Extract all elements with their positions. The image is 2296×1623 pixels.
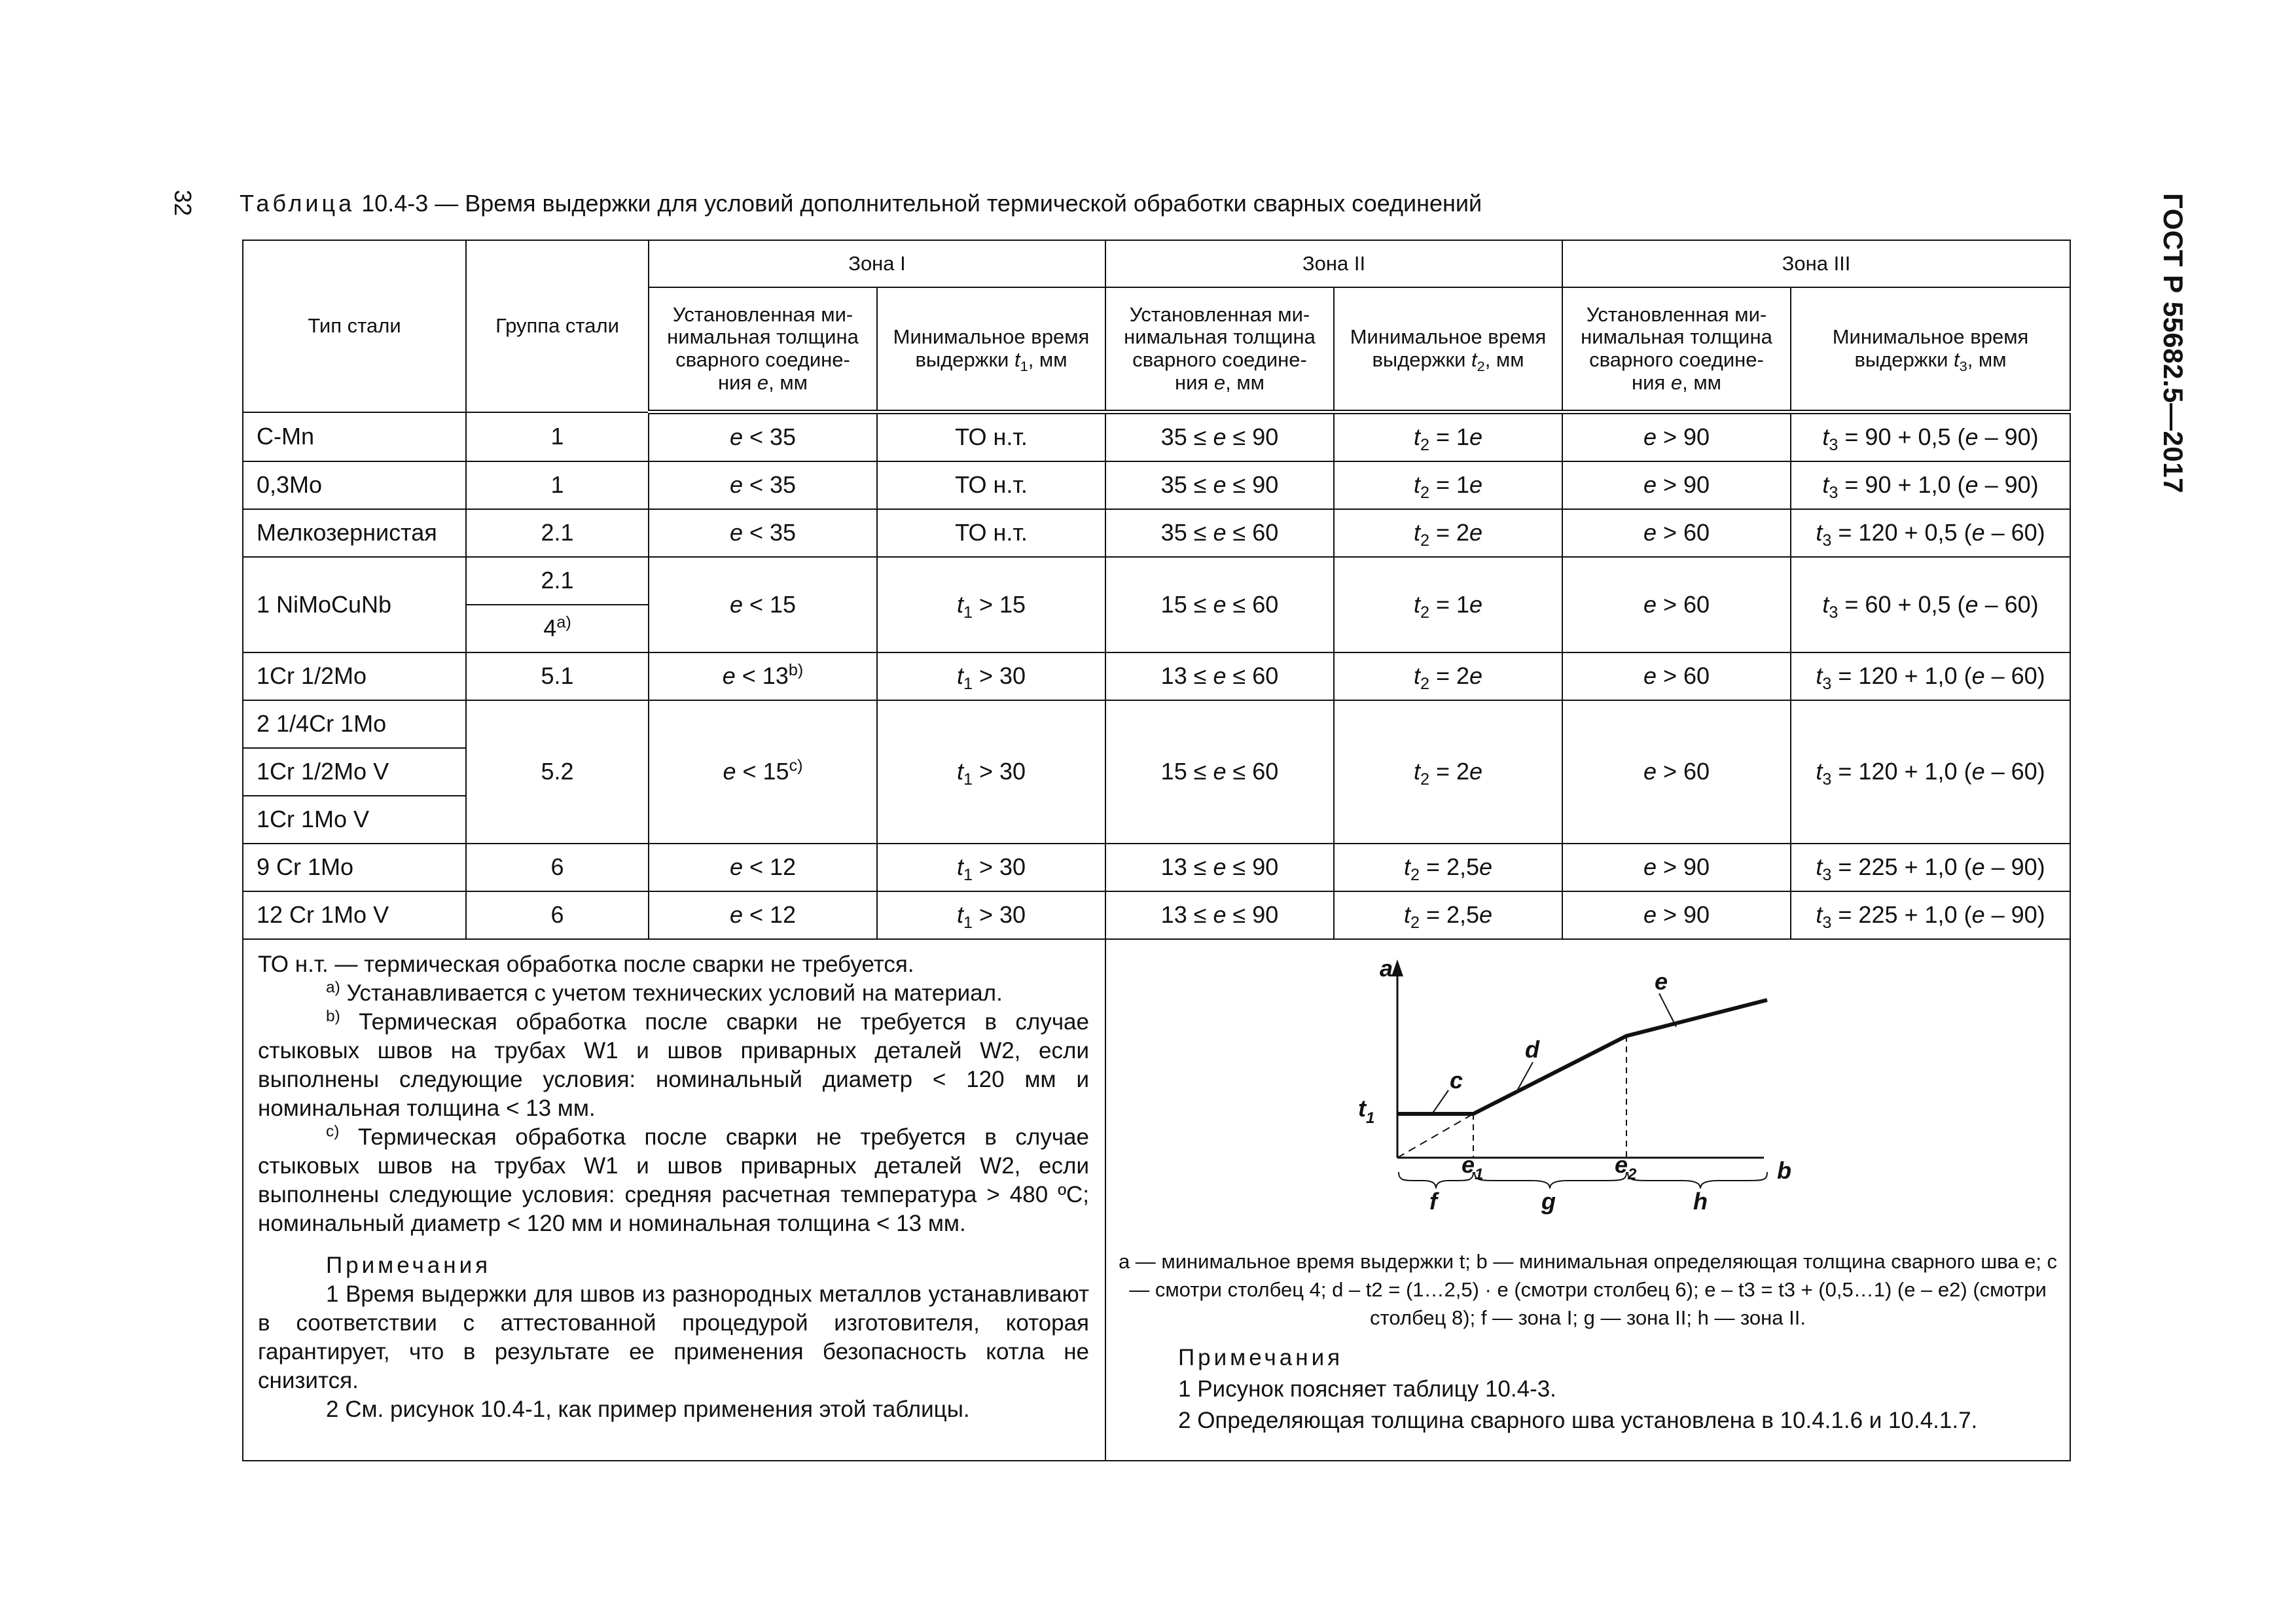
label-e2: $e_2$ bbox=[1615, 1151, 1637, 1183]
cell-zone1-time: $t_1 > 30$ bbox=[877, 844, 1105, 891]
header-zone-3: Зона III bbox=[1562, 240, 2070, 287]
cell-zone1-thickness: e < 35 bbox=[649, 412, 877, 462]
cell-zone2-thickness: 35 ≤ e ≤ 90 bbox=[1105, 461, 1334, 509]
brace-zone-3 bbox=[1628, 1172, 1767, 1188]
holding-time-diagram bbox=[1106, 940, 2068, 1247]
group-value: 4 bbox=[543, 615, 557, 642]
header-zone-2: Зона II bbox=[1105, 240, 1562, 287]
cell-steel-type: 12 Cr 1Mo V bbox=[243, 891, 466, 939]
footnote-a-text: Устанавливается с учетом технических условий на материал. bbox=[346, 980, 1003, 1006]
cell-zone1-time: ТО н.т. bbox=[877, 461, 1105, 509]
cell-zone3-thickness: e > 60 bbox=[1562, 557, 1791, 652]
header-steel-type: Тип стали bbox=[243, 240, 466, 412]
header-steel-group: Группа стали bbox=[466, 240, 649, 412]
cell-steel-group: 4$^{a)}$ bbox=[466, 605, 649, 652]
figure-caption: a — минимальное время выдержки t; b — минимальная определяющая толщина сварного шва e; c — смотри столбец 4; d – t2 = (1…2,5) · e (смотри столбец 6); e – t3 = t3 + (0,5…1) (e – e2) (смотри столбец 8); f — зона I; g — зона II; h — зона II. bbox=[1118, 1250, 2058, 1329]
cell-zone2-thickness: 13 ≤ e ≤ 90 bbox=[1105, 891, 1334, 939]
cell-zone2-thickness: 15 ≤ e ≤ 60 bbox=[1105, 557, 1334, 652]
cell-steel-type: C-Mn bbox=[243, 412, 466, 462]
note-1: 1 Время выдержки для швов из разнородных металлов устанавливают в соответствии с аттестованной процедурой изготовителя, которая гарантирует, что в результате ее применения безопасность котла не снизится. bbox=[258, 1281, 1089, 1393]
cell-zone1-thickness: $e < 15^{c)}$ bbox=[649, 700, 877, 844]
cell-zone3-thickness: e > 90 bbox=[1562, 844, 1791, 891]
table-row bbox=[243, 509, 2070, 557]
cell-zone2-thickness: 35 ≤ e ≤ 60 bbox=[1105, 509, 1334, 557]
cell-steel-group: 6 bbox=[466, 891, 649, 939]
cell-steel-type: 1Cr 1/2Mo V bbox=[243, 748, 466, 796]
label-g: g bbox=[1541, 1188, 1556, 1215]
cell-zone3-time: $t_3 = 120 + 1,0$ (e – 60) bbox=[1791, 700, 2070, 844]
cell-steel-type: 1 NiMoCuNb bbox=[243, 557, 466, 652]
cell-zone3-thickness: e > 60 bbox=[1562, 509, 1791, 557]
figure-note-1: 1 Рисунок поясняет таблицу 10.4-3. bbox=[1178, 1376, 1556, 1402]
y-axis-arrow bbox=[1391, 959, 1403, 976]
cell-zone3-time: $t_3 = 120 + 0,5$ (e – 60) bbox=[1791, 509, 2070, 557]
cell-steel-type: 9 Cr 1Mo bbox=[243, 844, 466, 891]
cell-zone1-time: $t_1 > 30$ bbox=[877, 652, 1105, 700]
cell-zone1-thickness: e < 35 bbox=[649, 461, 877, 509]
holding-time-curve bbox=[1397, 1000, 1767, 1114]
header-zone-1: Зона I bbox=[649, 240, 1105, 287]
footnotes-row bbox=[243, 939, 2070, 1461]
leader-c bbox=[1432, 1090, 1448, 1114]
cell-zone1-thickness: e < 12 bbox=[649, 891, 877, 939]
table-row bbox=[243, 844, 2070, 891]
label-b: b bbox=[1777, 1157, 1791, 1184]
cell-zone3-thickness: e > 60 bbox=[1562, 700, 1791, 844]
cell-zone3-thickness: e > 90 bbox=[1562, 891, 1791, 939]
header-zone-1-time: Минимальное время выдержки $t_1$, мм bbox=[877, 287, 1105, 412]
cell-zone3-thickness: e > 90 bbox=[1562, 461, 1791, 509]
header-zone-3-time: Минимальное время выдержки $t_3$, мм bbox=[1791, 287, 2070, 412]
table-caption-text: 10.4-3 — Время выдержки для условий дополнительной термической обработки сварных соединений bbox=[355, 190, 1482, 217]
footnote-b: $^{b)}$ Термическая обработка после сварки не требуется в случае стыковых швов на трубах W1 и швов приварных деталей W2, если выполнены следующие условия: номинальный диаметр < 120 мм и номинальная толщина < 13 мм. bbox=[258, 1007, 1089, 1121]
figure-note-2: 2 Определяющая толщина сварного шва установлена в 10.4.1.6 и 10.4.1.7. bbox=[1178, 1408, 1978, 1433]
cell-zone2-time: $t_2 = 1e$ bbox=[1334, 412, 1562, 462]
cell-steel-type: 1Cr 1Mo V bbox=[243, 796, 466, 844]
cell-zone2-time: $t_2 = 2,5e$ bbox=[1334, 891, 1562, 939]
cell-steel-type: 0,3Mo bbox=[243, 461, 466, 509]
cell-zone2-thickness: 13 ≤ e ≤ 60 bbox=[1105, 652, 1334, 700]
cell-steel-type: 1Cr 1/2Mo bbox=[243, 652, 466, 700]
cell-zone1-time: ТО н.т. bbox=[877, 412, 1105, 462]
cell-zone3-time: $t_3 = 60 + 0,5$ (e – 60) bbox=[1791, 557, 2070, 652]
cell-zone1-thickness: e < 12 bbox=[649, 844, 877, 891]
cell-steel-group: 1 bbox=[466, 412, 649, 462]
footnote-c: $^{c)}$ Термическая обработка после сварки не требуется в случае стыковых швов на трубах W1 и швов приварных деталей W2, если выполнены следующие условия: средняя расчетная температура > 480 ºС; номинальный диаметр < 120 мм и номинальная толщина < 13 мм. bbox=[258, 1122, 1089, 1236]
label-a: a bbox=[1380, 955, 1393, 982]
figure-notes-title: Примечания bbox=[1178, 1345, 1344, 1370]
cell-steel-group: 2.1 bbox=[466, 557, 649, 605]
cell-zone2-thickness: 35 ≤ e ≤ 90 bbox=[1105, 412, 1334, 462]
cell-zone2-time: $t_2 = 2e$ bbox=[1334, 509, 1562, 557]
table-row bbox=[243, 700, 2070, 748]
cell-zone1-time: $t_1 > 15$ bbox=[877, 557, 1105, 652]
cell-zone3-time: $t_3 = 90 + 0,5$ (e – 90) bbox=[1791, 412, 2070, 462]
figure-cell bbox=[1105, 939, 2070, 1461]
cell-steel-group: 5.2 bbox=[466, 700, 649, 844]
cell-zone1-thickness: e < 35 bbox=[649, 509, 877, 557]
table-row bbox=[243, 461, 2070, 509]
label-e: e bbox=[1655, 968, 1668, 995]
cell-zone2-thickness: 13 ≤ e ≤ 90 bbox=[1105, 844, 1334, 891]
cell-zone3-time: $t_3 = 90 + 1,0$ (e – 90) bbox=[1791, 461, 2070, 509]
cell-zone3-time: $t_3 = 225 + 1,0$ (e – 90) bbox=[1791, 844, 2070, 891]
cell-zone2-time: $t_2 = 2e$ bbox=[1334, 700, 1562, 844]
cell-zone1-time: ТО н.т. bbox=[877, 509, 1105, 557]
table-caption-prefix: Таблица bbox=[240, 190, 355, 217]
table-row bbox=[243, 557, 2070, 605]
label-h: h bbox=[1693, 1188, 1708, 1215]
footnote-a: $^{a)}$ Устанавливается с учетом технических условий на материал. bbox=[326, 978, 1003, 1006]
label-f: f bbox=[1429, 1188, 1437, 1215]
cell-steel-type: 2 1/4Cr 1Mo bbox=[243, 700, 466, 748]
header-zone-2-time: Минимальное время выдержки $t_2$, мм bbox=[1334, 287, 1562, 412]
cell-zone1-time: $t_1 > 30$ bbox=[877, 891, 1105, 939]
leader-e bbox=[1659, 993, 1676, 1027]
table-row bbox=[243, 891, 2070, 939]
cell-zone2-time: $t_2 = 2e$ bbox=[1334, 652, 1562, 700]
header-zone-3-thickness: Установленная ми- нимальная толщина сварного соедине- ния e, мм bbox=[1562, 287, 1791, 412]
cell-steel-group: 1 bbox=[466, 461, 649, 509]
note-2: 2 См. рисунок 10.4-1, как пример применения этой таблицы. bbox=[326, 1397, 970, 1422]
page-number: 32 bbox=[170, 190, 196, 217]
cell-zone3-time: $t_3 = 225 + 1,0$ (e – 90) bbox=[1791, 891, 2070, 939]
cell-zone1-thickness: $e < 13^{b)}$ bbox=[649, 652, 877, 700]
cell-zone2-time: $t_2 = 1e$ bbox=[1334, 461, 1562, 509]
cell-zone3-thickness: e > 90 bbox=[1562, 412, 1791, 462]
cell-zone2-time: $t_2 = 1e$ bbox=[1334, 557, 1562, 652]
footnote-tont: ТО н.т. — термическая обработка после сварки не требуется. bbox=[258, 952, 914, 977]
cell-zone1-thickness: e < 15 bbox=[649, 557, 877, 652]
header-zone-2-thickness: Установленная ми- нимальная толщина сварного соедине- ния e, мм bbox=[1105, 287, 1334, 412]
cell-steel-group: 5.1 bbox=[466, 652, 649, 700]
cell-zone3-thickness: e > 60 bbox=[1562, 652, 1791, 700]
cell-zone1-time: $t_1 > 30$ bbox=[877, 700, 1105, 844]
label-c: c bbox=[1450, 1067, 1463, 1094]
cell-steel-group: 6 bbox=[466, 844, 649, 891]
footnotes-cell bbox=[243, 939, 1105, 1461]
brace-zone-2 bbox=[1475, 1172, 1626, 1188]
cell-zone3-time: $t_3 = 120 + 1,0$ (e – 60) bbox=[1791, 652, 2070, 700]
notes-title: Примечания bbox=[326, 1253, 492, 1278]
cell-zone2-time: $t_2 = 2,5e$ bbox=[1334, 844, 1562, 891]
cell-steel-type: Мелкозернистая bbox=[243, 509, 466, 557]
table-caption bbox=[240, 190, 1482, 217]
footnote-c-text: Термическая обработка после сварки не требуется в случае стыковых швов на трубах W1 и швов приварных деталей W2, если выполнены следующие условия: средняя расчетная температура > 480 ºС; номинальный диаметр < 120 мм и номинальная толщина < 13 мм. bbox=[258, 1124, 1089, 1236]
holding-time-table bbox=[242, 240, 2071, 1461]
table-row bbox=[243, 412, 2070, 462]
figure-notes bbox=[1106, 1332, 2070, 1436]
standard-designation: ГОСТ Р 55682.5—2017 bbox=[2158, 193, 2189, 493]
label-t1: $t_1$ bbox=[1358, 1095, 1375, 1127]
footnote-b-text: Термическая обработка после сварки не требуется в случае стыковых швов на трубах W1 и швов приварных деталей W2, если выполнены следующие условия: номинальный диаметр < 120 мм и номинальная толщина < 13 мм. bbox=[258, 1009, 1089, 1121]
header-zone-1-thickness: Установленная ми- нимальная толщина сварного соедине- ния e, мм bbox=[649, 287, 877, 412]
cell-steel-group: 2.1 bbox=[466, 509, 649, 557]
label-d: d bbox=[1525, 1036, 1539, 1063]
cell-zone2-thickness: 15 ≤ e ≤ 60 bbox=[1105, 700, 1334, 844]
table-row bbox=[243, 652, 2070, 700]
label-e1: $e_1$ bbox=[1462, 1151, 1484, 1183]
